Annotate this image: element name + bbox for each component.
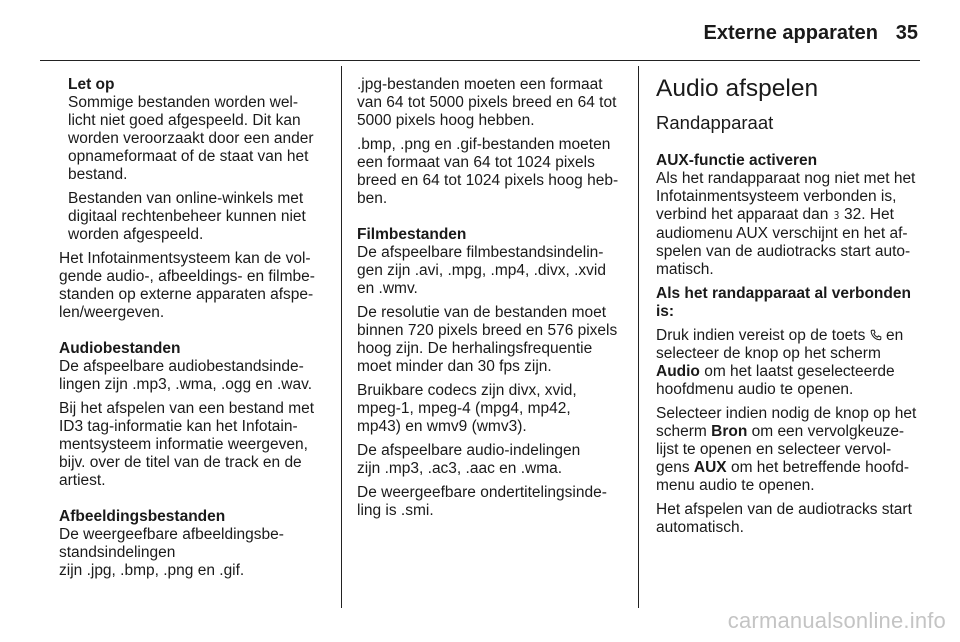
page-number: 35: [895, 22, 918, 44]
film-paragraph-2: De resolutie van de bestanden moet binnen 720 pixels breed en 576 pixels hoog zijn. De herhalingsfrequentie moet minder dan 30 fps zijn.: [357, 304, 618, 375]
column-divider-1: [341, 66, 342, 608]
bmp-paragraph: .bmp, .png en .gif-bestanden moeten een formaat van 64 tot 1024 pixels breed en 64 tot 1024 pixels hoog heb- ben.: [357, 136, 619, 207]
page-reference-arrow: 3: [833, 209, 839, 222]
note-title: Let op: [68, 76, 115, 93]
autoplay-paragraph: Het afspelen van de audiotracks start automatisch.: [656, 501, 912, 536]
column-3: [656, 75, 928, 543]
intro-paragraph: Het Infotainmentsysteem kan de vol- gende audio-, afbeeldings- en filmbe- standen op externe apparaten afspe- len/weergeven.: [59, 250, 315, 321]
film-paragraph-3: Bruikbare codecs zijn divx, xvid, mpeg-1, mpeg-4 (mpg4, mp42, mp43) en wmv9 (wmv3).: [357, 382, 577, 435]
subsection-title: Randapparaat: [656, 112, 774, 133]
column-divider-2: [638, 66, 639, 608]
aux-paragraph: Als het randapparaat nog niet met het Infotainmentsysteem verbonden is, verbind het apparaat dan 3 32. Het audiomenu AUX verschijnt en het af- spelen van de audiotracks start auto- matisch.: [656, 170, 916, 278]
select-source-paragraph: Selecteer indien nodig de knop op het scherm Bron om een vervolgkeuze- lijst te openen en selecteer vervol- gens AUX om het betreffende hoofd- menu audio te openen.: [656, 405, 917, 494]
note-paragraph-1: Sommige bestanden worden wel- licht niet goed afgespeeld. Dit kan worden veroorzaakt door een ander opnameformaat of de staat van het bestand.: [68, 94, 314, 183]
film-paragraph-1: De afspeelbare filmbestandsindelin- gen zijn .avi, .mpg, .mp4, .divx, .xvid en .wmv.: [357, 244, 606, 297]
watermark: carmanualsonline.info: [727, 608, 946, 633]
aux-heading: AUX-functie activeren: [656, 152, 818, 169]
connected-heading: Als het randapparaat al verbonden is:: [656, 285, 911, 320]
note-box: [68, 76, 335, 244]
page-header-title: Externe apparaten: [703, 22, 878, 44]
section-title: Audio afspelen: [656, 75, 819, 102]
film-paragraph-5: De weergeefbare ondertitelingsinde- ling is .smi.: [357, 484, 607, 519]
jpg-paragraph: .jpg-bestanden moeten een formaat van 64 tot 5000 pixels breed en 64 tot 5000 pixels hoog hebben.: [357, 76, 617, 129]
audio-paragraph-2: Bij het afspelen van een bestand met ID3 tag-informatie kan het Infotain- mentsysteem informatie weergeven, bijv. over de titel van de track en de artiest.: [59, 400, 315, 489]
image-files-heading: Afbeeldingsbestanden: [59, 508, 226, 525]
press-button-paragraph: Druk indien vereist op de toets en selecteer de knop op het scherm Audio om het laatst geselecteerde hoofdmenu audio te openen.: [656, 327, 904, 398]
film-files-heading: Filmbestanden: [357, 226, 467, 243]
note-paragraph-2: Bestanden van online-winkels met digitaal rechtenbeheer kunnen niet worden afgespeeld.: [68, 190, 306, 243]
column-2: [357, 76, 633, 526]
audio-paragraph-1: De afspeelbare audiobestandsinde- lingen zijn .mp3, .wma, .ogg en .wav.: [59, 358, 313, 393]
phone-icon: [870, 328, 882, 340]
audio-files-heading: Audiobestanden: [59, 340, 181, 357]
header-rule: [40, 60, 920, 61]
image-paragraph: De weergeefbare afbeeldingsbe- standsindelingen zijn .jpg, .bmp, .png en .gif.: [59, 526, 284, 579]
film-paragraph-4: De afspeelbare audio-indelingen zijn .mp3, .ac3, .aac en .wma.: [357, 442, 581, 477]
column-1: [59, 76, 335, 586]
